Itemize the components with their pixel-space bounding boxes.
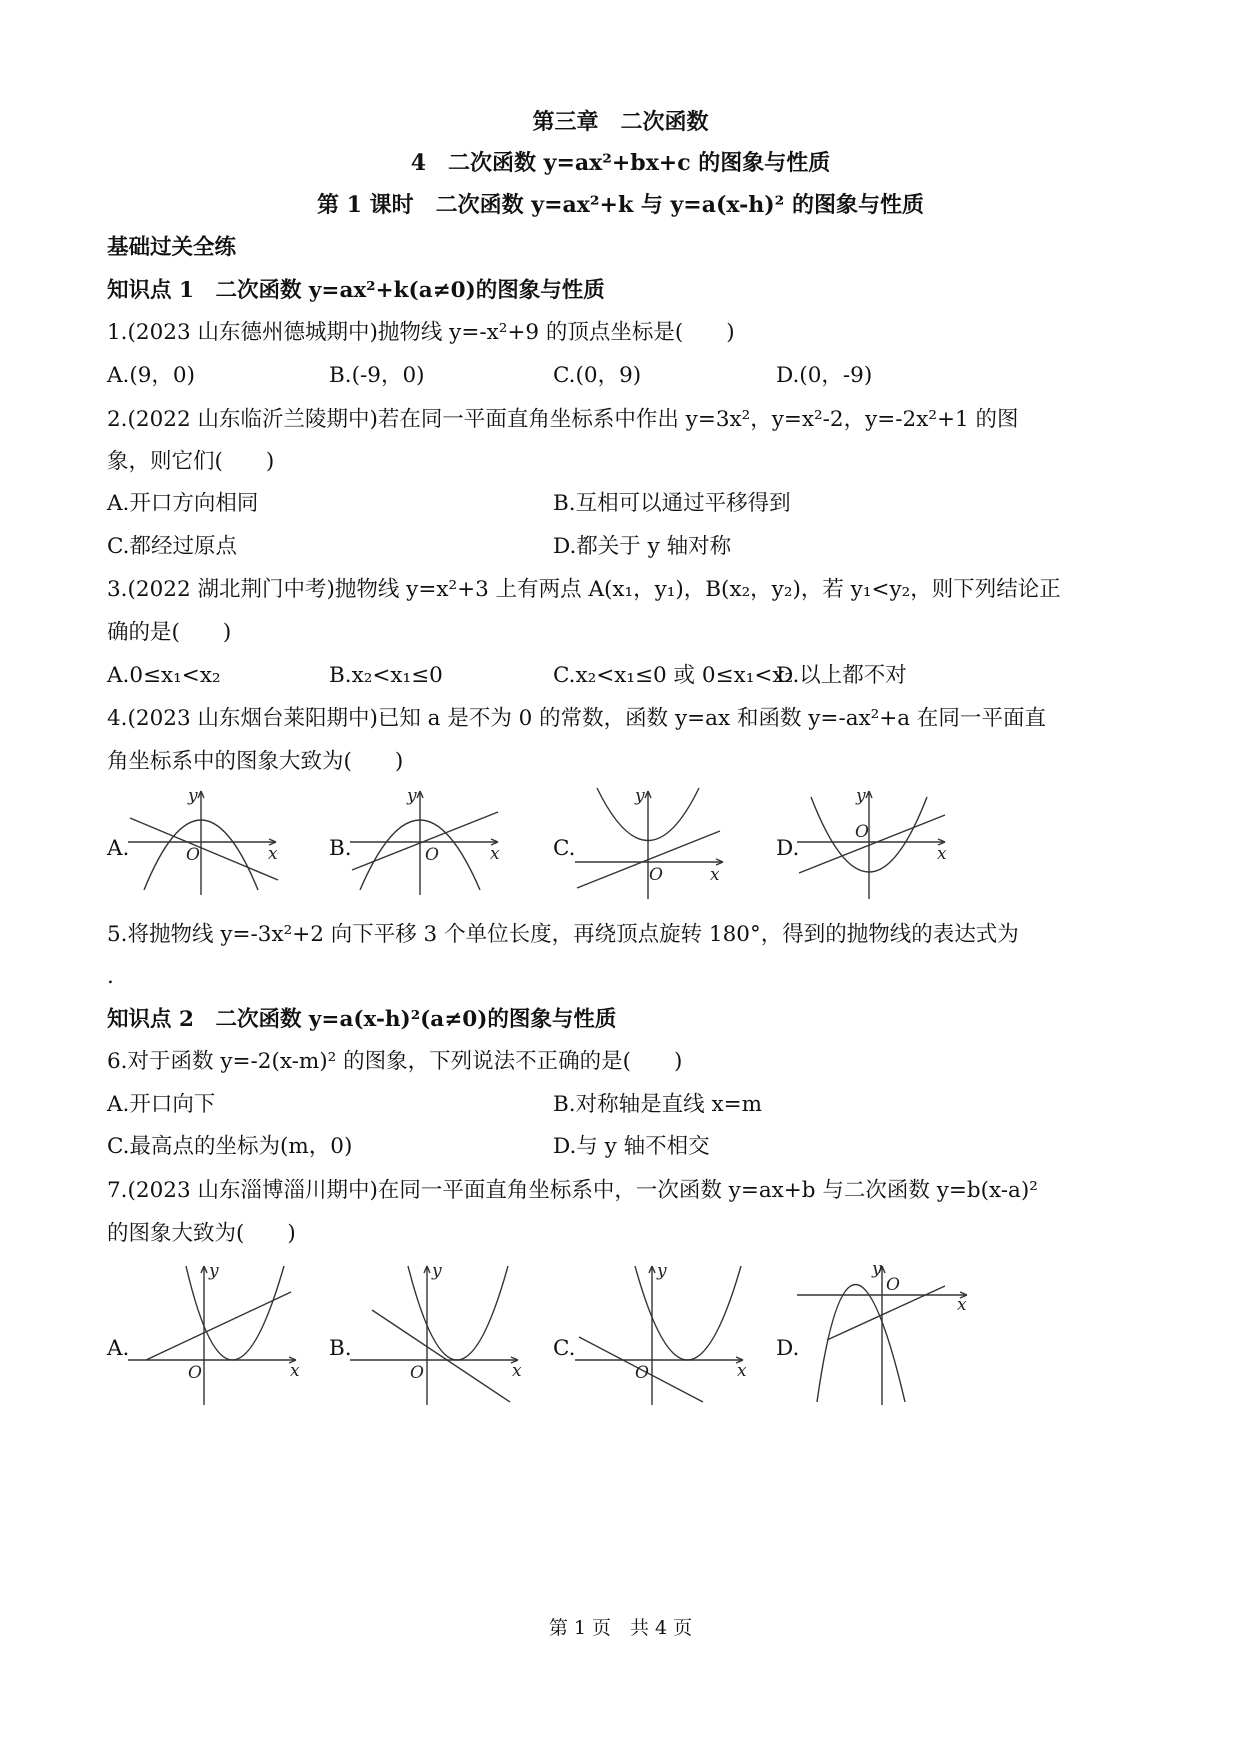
q4-stem-line2: 角坐标系中的图象大致为( )	[107, 749, 404, 774]
q4-stem-line1: 4.(2023 山东烟台莱阳期中)已知 a 是不为 0 的常数，函数 y=ax 和函数 y=-ax²+a 在同一平面直	[107, 706, 1046, 731]
parabola	[635, 1266, 741, 1360]
parabola	[186, 1266, 284, 1360]
x-label: x	[290, 1361, 300, 1381]
q1-option-b: B.(-9，0)	[329, 363, 425, 388]
q4-graph-b	[350, 785, 510, 895]
q6-stem: 6.对于函数 y=-2(x-m)² 的图象，下列说法不正确的是( )	[107, 1049, 683, 1074]
q1-stem: 1.(2023 山东德州德城期中)抛物线 y=-x²+9 的顶点坐标是( )	[107, 320, 735, 345]
y-label: y	[657, 1261, 667, 1281]
origin-label: O	[186, 845, 200, 865]
q7-graph-d-label: D.	[776, 1336, 800, 1361]
q1-option-d: D.(0，-9)	[776, 363, 873, 388]
q7-graph-d	[797, 1259, 977, 1407]
q7-graph-b	[350, 1262, 525, 1407]
q3-option-b: B.x₂<x₁≤0	[329, 663, 443, 688]
line	[799, 815, 945, 873]
y-label: y	[209, 1261, 219, 1281]
x-label: x	[512, 1361, 522, 1381]
knowledge-point-1: 知识点 1 二次函数 y=ax²+k(a≠0)的图象与性质	[107, 278, 605, 303]
q3-option-c: C.x₂<x₁≤0 或 0≤x₁<x₂	[553, 663, 794, 688]
origin-label: O	[635, 1363, 649, 1383]
q4-graph-c	[575, 785, 735, 900]
q2-option-b: B.互相可以通过平移得到	[553, 491, 791, 516]
q4-graph-b-label: B.	[329, 836, 352, 861]
q2-stem-line2: 象，则它们( )	[107, 449, 275, 474]
q5-tail: .	[107, 964, 114, 989]
q3-option-a: A.0≤x₁<x₂	[107, 663, 221, 688]
q1-option-a: A.(9，0)	[107, 363, 195, 388]
q6-option-a: A.开口向下	[107, 1092, 216, 1117]
y-label: y	[872, 1259, 882, 1279]
origin-label: O	[410, 1363, 424, 1383]
chapter-title: 第三章 二次函数	[532, 109, 709, 135]
q2-option-d: D.都关于 y 轴对称	[553, 534, 732, 559]
origin-label: O	[855, 822, 869, 842]
q4-graph-d-label: D.	[776, 836, 800, 861]
y-label: y	[407, 786, 417, 806]
q4-graph-a-label: A.	[107, 836, 130, 861]
q3-stem-line1: 3.(2022 湖北荆门中考)抛物线 y=x²+3 上有两点 A(x₁，y₁)，B(x₂，y₂)，若 y₁<y₂，则下列结论正	[107, 577, 1061, 602]
q7-graph-c-label: C.	[553, 1336, 576, 1361]
x-label: x	[937, 844, 947, 864]
q1-option-c: C.(0，9)	[553, 363, 642, 388]
origin-label: O	[425, 845, 439, 865]
origin-label: O	[886, 1275, 900, 1295]
q7-graph-b-label: B.	[329, 1336, 352, 1361]
origin-label: O	[188, 1363, 202, 1383]
y-label: y	[635, 786, 645, 806]
practice-title: 基础过关全练	[107, 235, 237, 260]
q2-option-c: C.都经过原点	[107, 534, 238, 559]
q6-option-d: D.与 y 轴不相交	[553, 1134, 710, 1159]
q7-stem-line2: 的图象大致为( )	[107, 1221, 296, 1246]
q2-stem-line1: 2.(2022 山东临沂兰陵期中)若在同一平面直角坐标系中作出 y=3x²，y=x²-2，y=-2x²+1 的图	[107, 407, 1019, 432]
x-label: x	[490, 844, 500, 864]
x-label: x	[957, 1295, 967, 1315]
q5-stem: 5.将抛物线 y=-3x²+2 向下平移 3 个单位长度，再绕顶点旋转 180°，得到的抛物线的表达式为	[107, 922, 1019, 947]
q4-graph-a	[128, 785, 288, 895]
q6-option-b: B.对称轴是直线 x=m	[553, 1092, 762, 1117]
q4-graph-d	[797, 785, 957, 900]
page-footer: 第 1 页 共 4 页	[548, 1617, 693, 1639]
q2-option-a: A.开口方向相同	[107, 491, 259, 516]
y-label: y	[432, 1261, 442, 1281]
section-title: 4 二次函数 y=ax²+bx+c 的图象与性质	[410, 150, 831, 176]
origin-label: O	[649, 865, 663, 885]
q6-option-c: C.最高点的坐标为(m，0)	[107, 1134, 353, 1159]
x-label: x	[710, 865, 720, 885]
q7-graph-a-label: A.	[107, 1336, 130, 1361]
parabola	[408, 1266, 508, 1360]
x-label: x	[737, 1361, 747, 1381]
parabola	[817, 1285, 905, 1403]
q3-stem-line2: 确的是( )	[107, 620, 232, 645]
x-label: x	[268, 844, 278, 864]
knowledge-point-2: 知识点 2 二次函数 y=a(x-h)²(a≠0)的图象与性质	[107, 1007, 617, 1032]
y-label: y	[856, 786, 866, 806]
q7-graph-a	[128, 1262, 303, 1407]
q3-option-d: D.以上都不对	[776, 663, 907, 688]
line	[372, 1310, 510, 1402]
y-label: y	[188, 786, 198, 806]
q4-graph-c-label: C.	[553, 836, 576, 861]
lesson-title: 第 1 课时 二次函数 y=ax²+k 与 y=a(x-h)² 的图象与性质	[317, 192, 924, 218]
line	[146, 1292, 291, 1360]
q7-stem-line1: 7.(2023 山东淄博淄川期中)在同一平面直角坐标系中，一次函数 y=ax+b 与二次函数 y=b(x-a)²	[107, 1178, 1038, 1203]
q7-graph-c	[575, 1262, 750, 1407]
